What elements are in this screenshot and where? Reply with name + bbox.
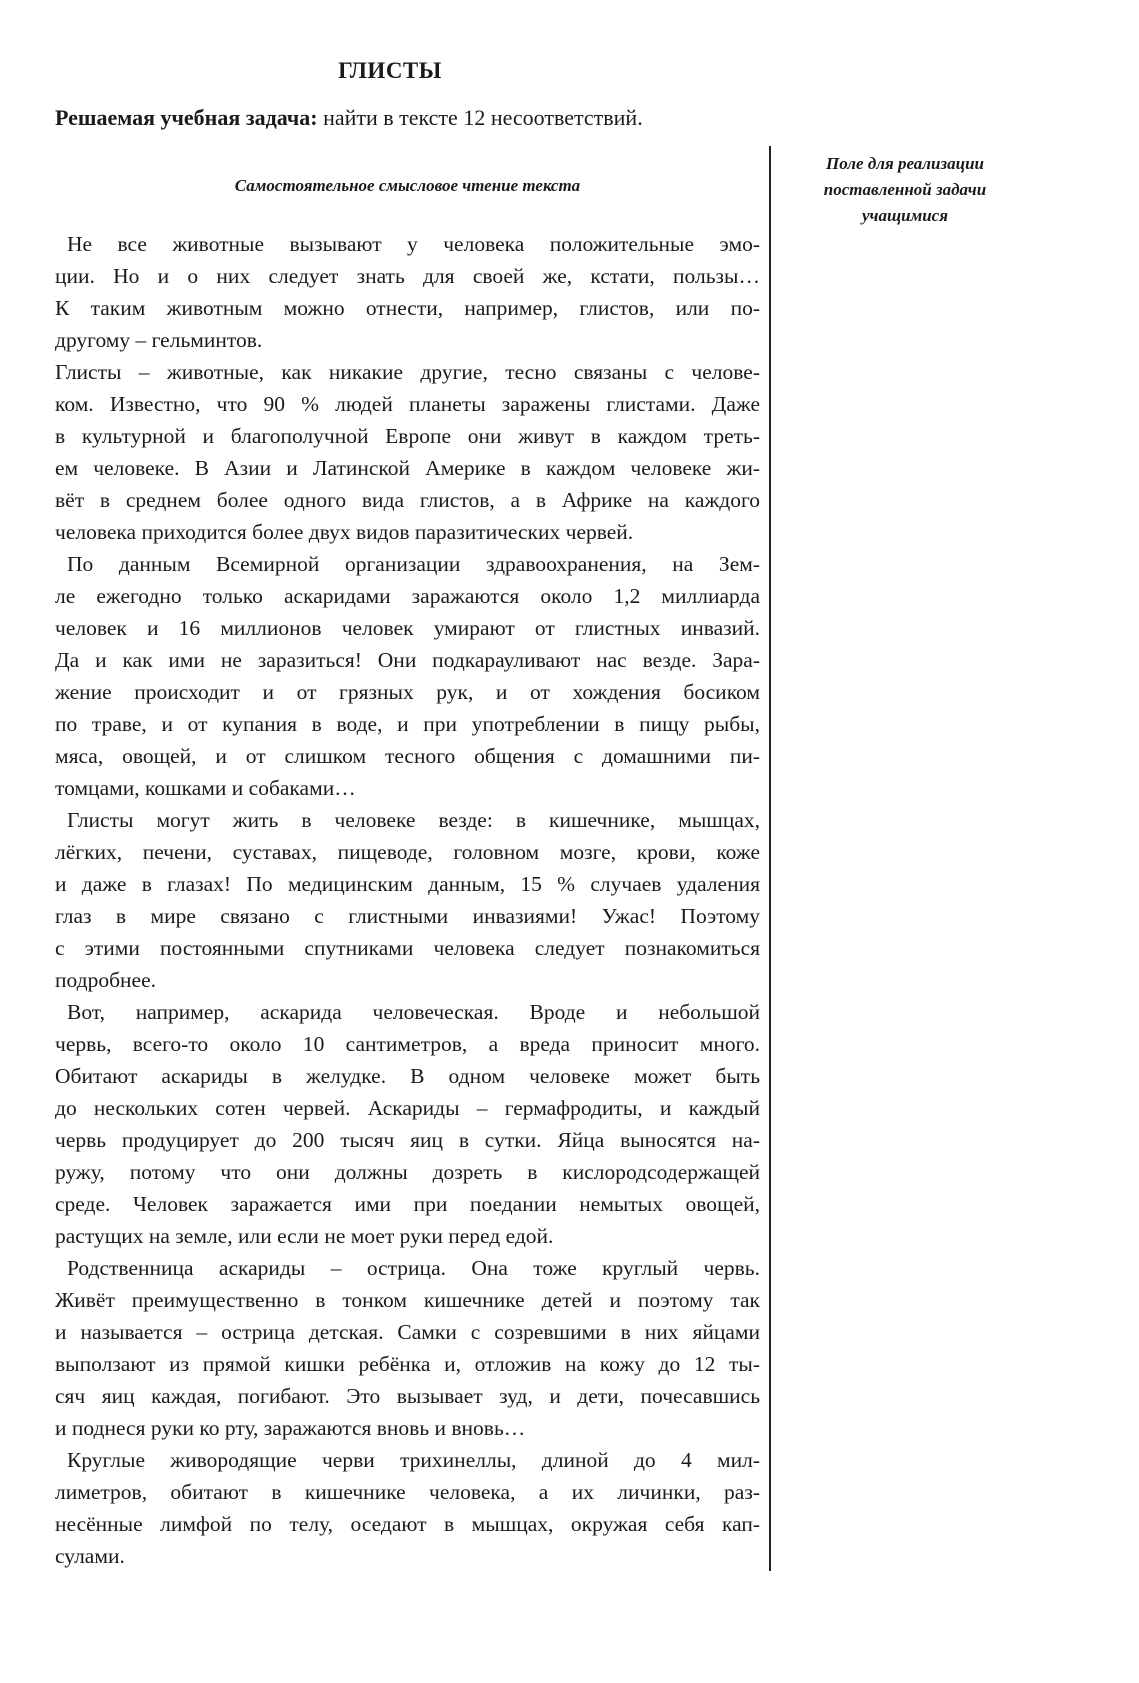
text-line: несённые лимфой по телу, оседают в мышцах, окружая себя кап- bbox=[55, 1512, 760, 1536]
text-line: К таким животным можно отнести, например, глистов, или по- bbox=[55, 296, 760, 320]
paragraph bbox=[55, 804, 760, 996]
text-line: лёгких, печени, суставах, пищеводе, головном мозге, крови, коже bbox=[55, 840, 760, 864]
text-line: и поднеся руки ко рту, заражаются вновь и вновь… bbox=[55, 1416, 526, 1440]
text-line: Вот, например, аскарида человеческая. Вроде и небольшой bbox=[67, 1000, 760, 1024]
text-line: Глисты – животные, как никакие другие, тесно связаны с челове- bbox=[55, 360, 760, 384]
paragraph bbox=[55, 996, 760, 1252]
text-line: томцами, кошками и собаками… bbox=[55, 776, 356, 800]
text-line: сяч яиц каждая, погибают. Это вызывает зуд, и дети, почесавшись bbox=[55, 1384, 760, 1408]
margin-note-line: поставленной задачи bbox=[823, 180, 987, 199]
text-line: в культурной и благополучной Европе они живут в каждом треть- bbox=[55, 424, 760, 448]
paragraph bbox=[55, 228, 760, 356]
article-body bbox=[55, 228, 760, 1572]
text-line: и даже в глазах! По медицинским данным, 15 % случаев удаления bbox=[55, 872, 760, 896]
text-line: вёт в среднем более одного вида глистов, а в Африке на каждого bbox=[55, 488, 760, 512]
text-line: по траве, и от купания в воде, и при употреблении в пищу рыбы, bbox=[55, 712, 760, 736]
learning-task bbox=[55, 105, 643, 131]
paragraph bbox=[55, 1252, 760, 1444]
text-line: Живёт преимущественно в тонком кишечнике детей и поэтому так bbox=[55, 1288, 760, 1312]
margin-note-line: учащимися bbox=[862, 206, 948, 225]
text-line: лиметров, обитают в кишечнике человека, а их личинки, раз- bbox=[55, 1480, 760, 1504]
text-line: другому – гельминтов. bbox=[55, 328, 263, 352]
text-line: с этими постоянными спутниками человека следует познакомиться bbox=[55, 936, 760, 960]
text-line: растущих на земле, или если не моет руки перед едой. bbox=[55, 1224, 554, 1248]
page-title: ГЛИСТЫ bbox=[338, 58, 442, 83]
paragraph bbox=[55, 356, 760, 548]
text-line: ем человеке. В Азии и Латинской Америке в каждом человеке жи- bbox=[55, 456, 760, 480]
text-line: Обитают аскариды в желудке. В одном человеке может быть bbox=[55, 1064, 760, 1088]
learning-task-label: Решаемая учебная задача: bbox=[55, 105, 318, 130]
text-line: По данным Всемирной организации здравоохранения, на Зем- bbox=[67, 552, 760, 576]
section-subheading: Самостоятельное смысловое чтение текста bbox=[234, 176, 581, 195]
text-line: и называется – острица детская. Самки с созревшими в них яйцами bbox=[55, 1320, 760, 1344]
text-line: ле ежегодно только аскаридами заражаются около 1,2 миллиарда bbox=[55, 584, 760, 608]
text-line: Глисты могут жить в человеке везде: в кишечнике, мышцах, bbox=[67, 808, 760, 832]
text-line: ции. Но и о них следует знать для своей же, кстати, пользы… bbox=[55, 264, 760, 288]
text-line: Да и как ими не заразиться! Они подкарауливают нас везде. Зара- bbox=[55, 648, 760, 672]
text-line: глаз в мире связано с глистными инвазиями! Ужас! Поэтому bbox=[55, 904, 760, 928]
text-line: среде. Человек заражается ими при поедании немытых овощей, bbox=[55, 1192, 760, 1216]
text-line: до нескольких сотен червей. Аскариды – гермафродиты, и каждый bbox=[55, 1096, 760, 1120]
text-line: сулами. bbox=[55, 1544, 125, 1568]
text-line: выползают из прямой кишки ребёнка и, отложив на кожу до 12 ты- bbox=[55, 1352, 760, 1376]
learning-task-text: найти в тексте 12 несоответствий. bbox=[317, 105, 643, 130]
text-line: ружу, потому что они должны дозреть в кислородсодержащей bbox=[55, 1160, 760, 1184]
margin-note-line: Поле для реализации bbox=[826, 154, 984, 173]
paragraph bbox=[55, 548, 760, 804]
text-line: червь продуцирует до 200 тысяч яиц в сутки. Яйца выносятся на- bbox=[55, 1128, 760, 1152]
text-line: червь, всего-то около 10 сантиметров, а вреда приносит много. bbox=[55, 1032, 760, 1056]
text-line: ком. Известно, что 90 % людей планеты заражены глистами. Даже bbox=[55, 392, 760, 416]
column-divider bbox=[769, 146, 771, 1571]
text-line: жение происходит и от грязных рук, и от хождения босиком bbox=[55, 680, 760, 704]
paragraph bbox=[55, 1444, 760, 1572]
text-line: человек и 16 миллионов человек умирают от глистных инвазий. bbox=[55, 616, 760, 640]
text-line: Круглые живородящие черви трихинеллы, длиной до 4 мил- bbox=[67, 1448, 760, 1472]
text-line: Родственница аскариды – острица. Она тоже круглый червь. bbox=[67, 1256, 760, 1280]
margin-note bbox=[790, 151, 1020, 229]
text-line: мяса, овощей, и от слишком тесного общения с домашними пи- bbox=[55, 744, 760, 768]
text-line: подробнее. bbox=[55, 968, 156, 992]
text-line: человека приходится более двух видов паразитических червей. bbox=[55, 520, 634, 544]
text-line: Не все животные вызывают у человека положительные эмо- bbox=[67, 232, 760, 256]
